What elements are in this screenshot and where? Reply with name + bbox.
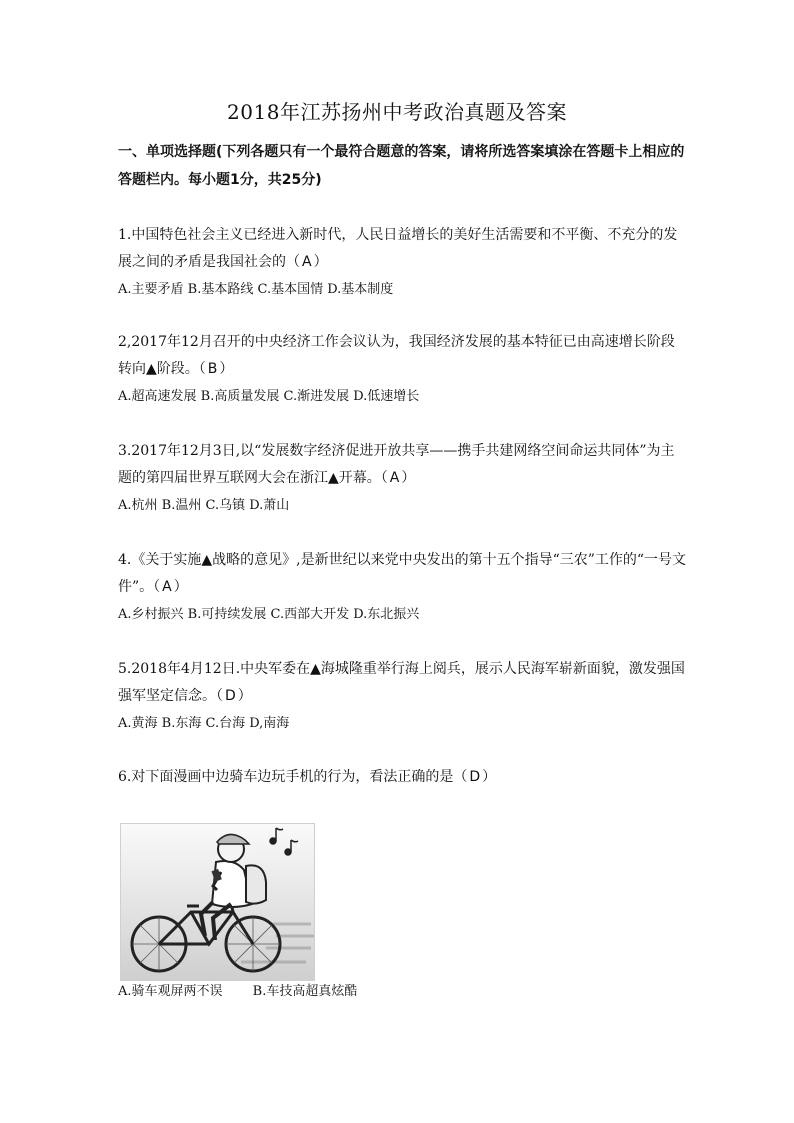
question-1 [118, 222, 688, 303]
answer-letter: A [389, 470, 400, 486]
question-stem: 6.对下面漫画中边骑车边玩手机的行为，看法正确的是（ D ） [118, 764, 688, 791]
question-options: A.黄海 B.东海 C.台海 D,南海 [118, 716, 290, 731]
question-stem: 1.中国特色社会主义已经进入新时代，人民日益增长的美好生活需要和不平衡、不充分的发展之间的矛盾是我国社会的（ A ） [118, 222, 688, 276]
section-heading: 一、单项选择题(下列各题只有一个最符合题意的答案，请将所选答案填涂在答题卡上相应的答题栏内。每小题1分，共25分) [118, 144, 685, 188]
answer-letter: D [469, 769, 481, 785]
question-2 [118, 329, 688, 410]
option-b: B.车技高超真炫酷 [252, 984, 358, 999]
answer-letter: D [225, 688, 236, 704]
question-stem: 5.2018年4月12日.中央军委在▲海城隆重举行海上阅兵，展示人民海军崭新面貌，激发强国强军坚定信念。（ D ） [118, 656, 688, 710]
question-6-options [118, 982, 383, 1002]
answer-letter: A [162, 579, 172, 595]
answer-letter: B [207, 361, 218, 377]
question-options: A.乡村振兴 B.可持续发展 C.西部大开发 D.东北振兴 [118, 607, 420, 622]
question-options: A.超高速发展 B.高质量发展 C.渐进发展 D.低速增长 [118, 389, 420, 404]
question-5 [118, 656, 688, 737]
answer-letter: A [302, 254, 312, 270]
question-6 [118, 764, 688, 791]
page-title: 2018年江苏扬州中考政治真题及答案 [227, 100, 567, 124]
question-options: A.主要矛盾 B.基本路线 C.基本国情 D.基本制度 [118, 282, 394, 297]
question-stem: 3.2017年12月3日,以“发展数字经济促进开放共享——携手共建网络空间命运共同体”为主题的第四届世界互联网大会在浙江▲开幕。（ A ） [118, 438, 688, 492]
question-3 [118, 438, 688, 519]
question-stem: 2,2017年12月召开的中央经济工作会议认为，我国经济发展的基本特征已由高速增长阶段转向▲阶段。（ B ） [118, 329, 688, 383]
question-options: A.杭州 B.温州 C.乌镇 D.萧山 [118, 498, 290, 513]
cartoon-cyclist-with-phone [120, 823, 315, 981]
option-a: A.骑车观屏两不误 [118, 984, 223, 999]
question-4 [118, 547, 688, 628]
question-stem: 4.《关于实施▲战略的意见》,是新世纪以来党中央发出的第十五个指导“三农”工作的“一号文件”。（ A ） [118, 547, 688, 601]
